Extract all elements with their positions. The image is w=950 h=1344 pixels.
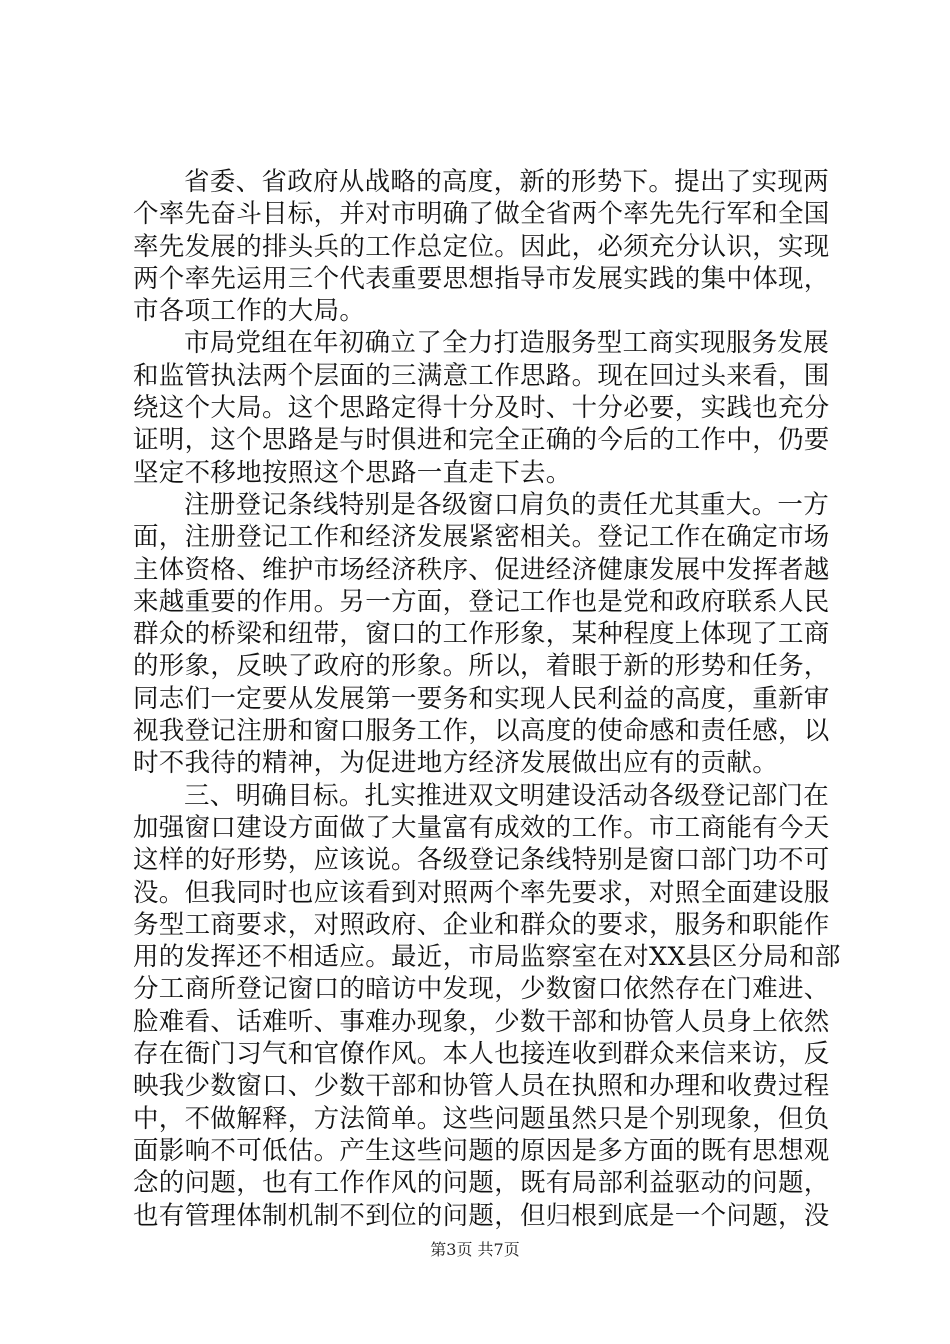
text-line: 时不我待的精神，为促进地方经济发展做出应有的贡献。 xyxy=(133,748,779,779)
text-line: 分工商所登记窗口的暗访中发现，少数窗口依然存在门难进、 xyxy=(133,974,830,1005)
text-line: 加强窗口建设方面做了大量富有成效的工作。市工商能有今天 xyxy=(133,812,830,843)
text-line: 两个率先运用三个代表重要思想指导市发展实践的集中体现， xyxy=(133,263,830,294)
text-line: 存在衙门习气和官僚作风。本人也接连收到群众来信来访，反 xyxy=(133,1039,830,1070)
text-line: 绕这个大局。这个思路定得十分及时、十分必要，实践也充分 xyxy=(133,393,830,424)
text-line: 面，注册登记工作和经济发展紧密相关。登记工作在确定市场 xyxy=(133,522,830,553)
text-line: 用的发挥还不相适应。最近，市局监察室在对XX县区分局和部 xyxy=(133,942,841,973)
text-line: 没。但我同时也应该看到对照两个率先要求，对照全面建设服 xyxy=(133,877,830,908)
text-line: 脸难看、话难听、事难办现象，少数干部和协管人员身上依然 xyxy=(133,1006,830,1037)
text-line: 注册登记条线特别是各级窗口肩负的责任尤其重大。一方 xyxy=(184,489,830,520)
paragraph xyxy=(133,489,830,780)
text-line: 也有管理体制机制不到位的问题，但归根到底是一个问题，没 xyxy=(133,1200,830,1231)
text-line: 映我少数窗口、少数干部和协管人员在执照和办理和收费过程 xyxy=(133,1071,830,1102)
text-line: 来越重要的作用。另一方面，登记工作也是党和政府联系人民 xyxy=(133,586,830,617)
text-line: 视我登记注册和窗口服务工作，以高度的使命感和责任感，以 xyxy=(133,716,830,747)
text-line: 同志们一定要从发展第一要务和实现人民利益的高度，重新审 xyxy=(133,683,830,714)
text-line: 这样的好形势，应该说。各级登记条线特别是窗口部门功不可 xyxy=(133,845,830,876)
text-line: 主体资格、维护市场经济秩序、促进经济健康发展中发挥者越 xyxy=(133,554,830,585)
text-line: 念的问题，也有工作作风的问题，既有局部利益驱动的问题， xyxy=(133,1168,830,1199)
text-line: 务型工商要求，对照政府、企业和群众的要求，服务和职能作 xyxy=(133,909,830,940)
page-footer: 第3页 共7页 xyxy=(430,1240,520,1259)
text-line: 面影响不可低估。产生这些问题的原因是多方面的既有思想观 xyxy=(133,1135,830,1166)
text-line: 中，不做解释，方法简单。这些问题虽然只是个别现象，但负 xyxy=(133,1103,830,1134)
text-line: 证明，这个思路是与时俱进和完全正确的今后的工作中，仍要 xyxy=(133,425,830,456)
paragraph xyxy=(133,327,830,488)
text-line: 个率先奋斗目标，并对市明确了做全省两个率先先行军和全国 xyxy=(133,199,830,230)
text-line: 三、明确目标。扎实推进双文明建设活动各级登记部门在 xyxy=(184,780,830,811)
text-line: 群众的桥梁和纽带，窗口的工作形象，某种程度上体现了工商 xyxy=(133,619,830,650)
text-line: 省委、省政府从战略的高度，新的形势下。提出了实现两 xyxy=(184,167,830,197)
paragraph xyxy=(133,166,830,327)
paragraph xyxy=(133,780,841,1232)
text-line: 坚定不移地按照这个思路一直走下去。 xyxy=(133,457,572,488)
document-body xyxy=(133,166,841,1232)
text-line: 的形象，反映了政府的形象。所以，着眼于新的形势和任务， xyxy=(133,651,830,682)
text-line: 率先发展的排头兵的工作总定位。因此，必须充分认识，实现 xyxy=(133,231,830,262)
text-line: 市局党组在年初确立了全力打造服务型工商实现服务发展 xyxy=(184,328,830,359)
text-line: 和监管执法两个层面的三满意工作思路。现在回过头来看，围 xyxy=(133,360,830,391)
text-line: 市各项工作的大局。 xyxy=(133,296,366,327)
